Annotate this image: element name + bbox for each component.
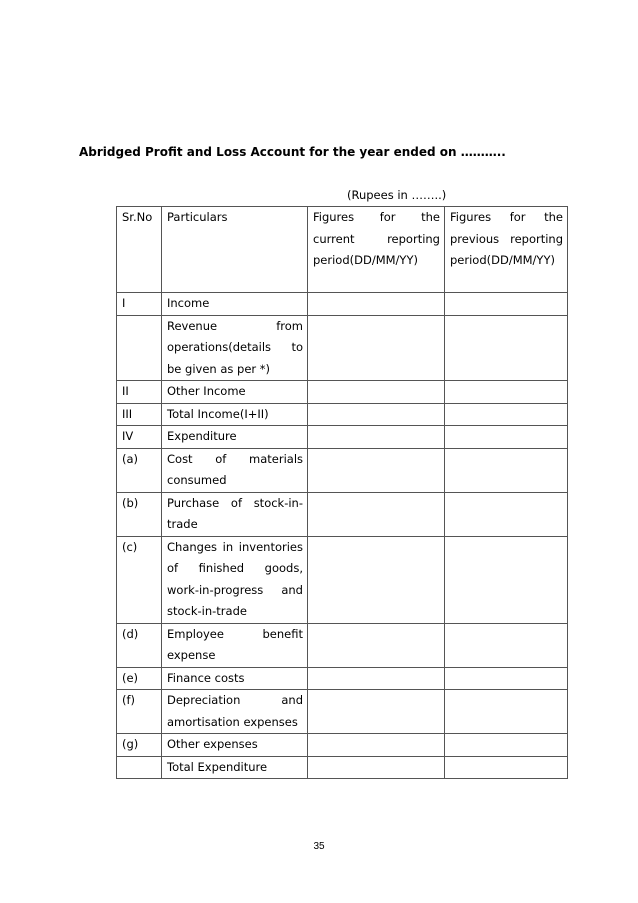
table-row: [117, 426, 568, 449]
previous-value-cell: [445, 448, 568, 492]
header-particulars: Particulars: [162, 207, 308, 293]
previous-value-cell: [445, 426, 568, 449]
table-row: [117, 734, 568, 757]
previous-value-cell: [445, 492, 568, 536]
sr-cell: [117, 315, 162, 381]
table-row: [117, 403, 568, 426]
table-row: [117, 623, 568, 667]
sr-cell: (c): [117, 536, 162, 623]
particular-cell: Employee benefit expense: [162, 623, 308, 667]
current-value-cell: [308, 381, 445, 404]
table-row: [117, 536, 568, 623]
sr-cell: IV: [117, 426, 162, 449]
profit-loss-table: [116, 206, 568, 779]
table-row: [117, 690, 568, 734]
sr-cell: (f): [117, 690, 162, 734]
sr-cell: III: [117, 403, 162, 426]
particular-cell: Other Income: [162, 381, 308, 404]
previous-value-cell: [445, 734, 568, 757]
previous-value-cell: [445, 623, 568, 667]
table-header-row: [117, 207, 568, 293]
previous-value-cell: [445, 690, 568, 734]
current-value-cell: [308, 667, 445, 690]
previous-value-cell: [445, 381, 568, 404]
header-current-period: Figures for the current reporting period(DD/MM/YY): [308, 207, 445, 293]
particular-cell: Revenue from operations(details to be given as per *): [162, 315, 308, 381]
current-value-cell: [308, 448, 445, 492]
current-value-cell: [308, 734, 445, 757]
sr-cell: (d): [117, 623, 162, 667]
table-row: [117, 293, 568, 316]
current-value-cell: [308, 623, 445, 667]
particular-cell: Cost of materials consumed: [162, 448, 308, 492]
sr-cell: (g): [117, 734, 162, 757]
particular-cell: Other expenses: [162, 734, 308, 757]
document-title: Abridged Profit and Loss Account for the year ended on ………..: [79, 145, 506, 159]
table-row: [117, 492, 568, 536]
header-srno: Sr.No: [117, 207, 162, 293]
previous-value-cell: [445, 403, 568, 426]
current-value-cell: [308, 426, 445, 449]
current-value-cell: [308, 315, 445, 381]
header-previous-period: Figures for the previous reporting period(DD/MM/YY): [445, 207, 568, 293]
current-value-cell: [308, 536, 445, 623]
page-number: 35: [313, 841, 325, 852]
current-value-cell: [308, 492, 445, 536]
sr-cell: (b): [117, 492, 162, 536]
previous-value-cell: [445, 315, 568, 381]
particular-cell: Depreciation and amortisation expenses: [162, 690, 308, 734]
sr-cell: (a): [117, 448, 162, 492]
particular-cell: Total Income(I+II): [162, 403, 308, 426]
previous-value-cell: [445, 756, 568, 779]
current-value-cell: [308, 690, 445, 734]
table-row: [117, 667, 568, 690]
currency-units-note: (Rupees in ……..): [347, 188, 447, 202]
current-value-cell: [308, 756, 445, 779]
sr-cell: I: [117, 293, 162, 316]
table-row: [117, 315, 568, 381]
sr-cell: (e): [117, 667, 162, 690]
table-row: [117, 756, 568, 779]
table-row: [117, 448, 568, 492]
table-row: [117, 381, 568, 404]
current-value-cell: [308, 293, 445, 316]
particular-cell: Finance costs: [162, 667, 308, 690]
current-value-cell: [308, 403, 445, 426]
particular-cell: Purchase of stock-in-trade: [162, 492, 308, 536]
previous-value-cell: [445, 667, 568, 690]
previous-value-cell: [445, 536, 568, 623]
particular-cell: Total Expenditure: [162, 756, 308, 779]
previous-value-cell: [445, 293, 568, 316]
particular-cell: Changes in inventories of finished goods, work-in-progress and stock-in-trade: [162, 536, 308, 623]
particular-cell: Expenditure: [162, 426, 308, 449]
particular-cell: Income: [162, 293, 308, 316]
sr-cell: [117, 756, 162, 779]
sr-cell: II: [117, 381, 162, 404]
